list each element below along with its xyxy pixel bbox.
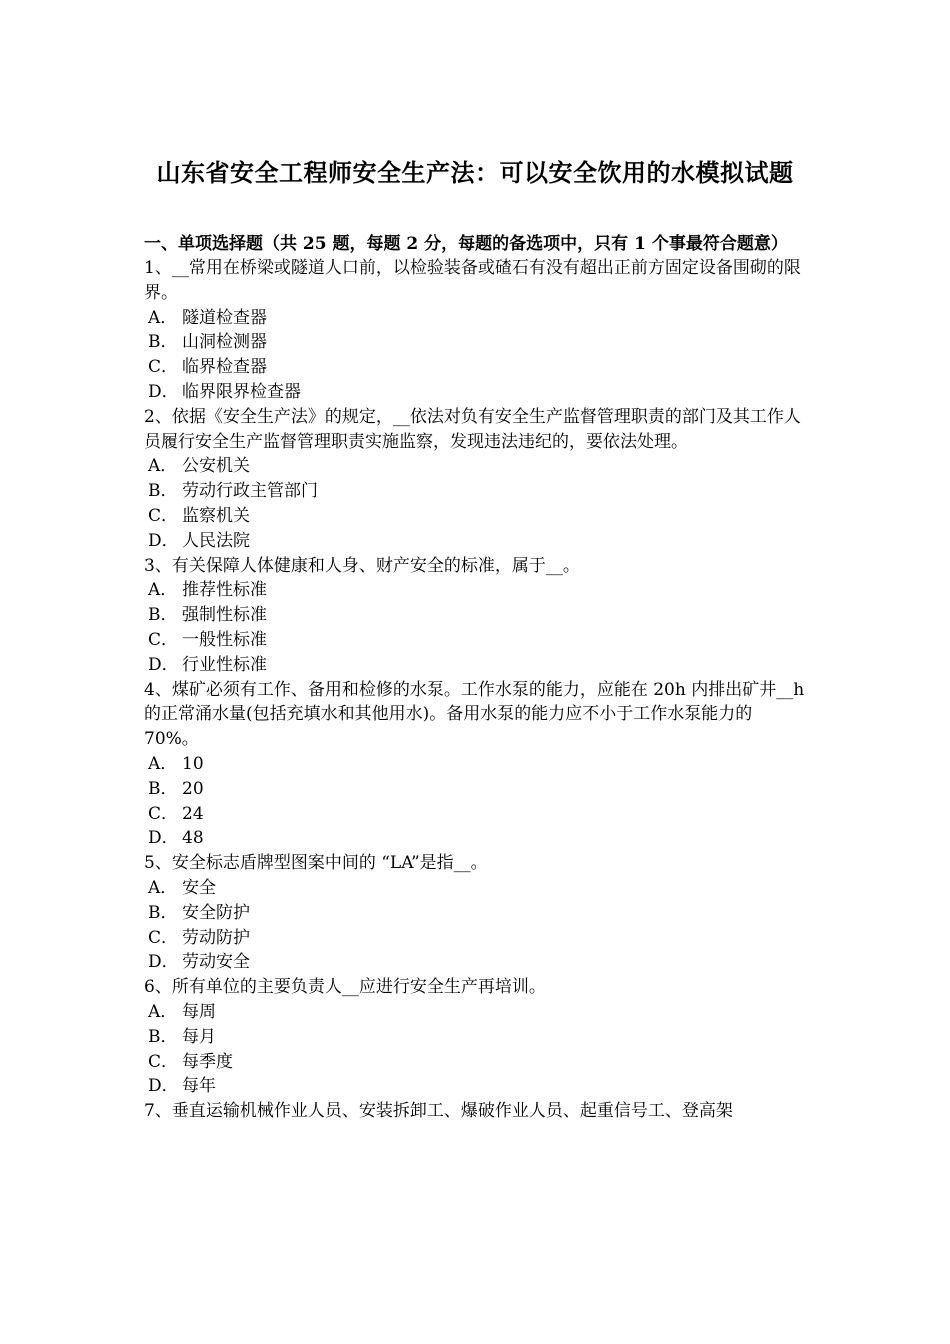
answer-option: [144, 926, 806, 951]
answer-option: [144, 777, 806, 802]
option-letter: D．: [148, 654, 179, 675]
option-letter: A．: [148, 580, 178, 601]
answer-option: [144, 628, 806, 653]
answer-option: [144, 603, 806, 628]
question-text: 6、所有单位的主要负责人__应进行安全生产再培训。: [144, 977, 546, 998]
option-letter: B．: [148, 332, 178, 353]
option-text: 每年: [182, 1076, 216, 1097]
option-text: 24: [182, 803, 204, 824]
option-letter: B．: [148, 902, 178, 923]
answer-option: [144, 1025, 806, 1050]
option-letter: C．: [148, 1051, 179, 1072]
option-text: 安全: [182, 877, 216, 898]
option-text: 20: [182, 778, 204, 799]
answer-option: [144, 454, 806, 479]
option-text: 48: [182, 828, 204, 849]
question-text: 3、有关保障人体健康和人身、财产安全的标准，属于__。: [144, 555, 580, 576]
document-page: [144, 0, 806, 1124]
option-letter: D．: [148, 1076, 179, 1097]
section-heading: 一、单项选择题（共 25 题，每题 2 分，每题的备选项中，只有 1 个事最符合题意）: [144, 234, 788, 254]
option-text: 山洞检测器: [182, 332, 267, 353]
option-text: 临界检查器: [182, 357, 267, 378]
answer-option: [144, 1074, 806, 1099]
option-letter: C．: [148, 629, 179, 650]
answer-option: [144, 950, 806, 975]
option-text: 劳动行政主管部门: [182, 481, 318, 502]
option-text: 每季度: [182, 1051, 233, 1072]
option-text: 每周: [182, 1001, 216, 1022]
option-letter: D．: [148, 381, 179, 402]
option-text: 临界限界检查器: [182, 381, 301, 402]
option-text: 监察机关: [182, 505, 250, 526]
option-letter: D．: [148, 530, 179, 551]
option-letter: C．: [148, 927, 179, 948]
option-letter: B．: [148, 778, 178, 799]
option-text: 每月: [182, 1026, 216, 1047]
answer-option: [144, 653, 806, 678]
document-title: 山东省安全工程师安全生产法：可以安全饮用的水模拟试题: [156, 158, 794, 187]
option-letter: A．: [148, 456, 178, 477]
option-letter: A．: [148, 877, 178, 898]
answer-option: [144, 306, 806, 331]
option-text: 行业性标准: [182, 654, 267, 675]
option-text: 10: [182, 753, 204, 774]
answer-option: [144, 1000, 806, 1025]
option-letter: B．: [148, 605, 178, 626]
option-text: 推荐性标准: [182, 580, 267, 601]
answer-option: [144, 479, 806, 504]
option-letter: C．: [148, 803, 179, 824]
option-letter: A．: [148, 307, 178, 328]
option-letter: A．: [148, 1001, 178, 1022]
answer-option: [144, 1050, 806, 1075]
option-letter: D．: [148, 828, 179, 849]
option-letter: B．: [148, 1026, 178, 1047]
question-text: 7、垂直运输机械作业人员、安装拆卸工、爆破作业人员、起重信号工、登高架: [144, 1101, 733, 1122]
answer-option: [144, 578, 806, 603]
option-letter: C．: [148, 505, 179, 526]
answer-option: [144, 355, 806, 380]
option-text: 一般性标准: [182, 629, 267, 650]
question-list: [144, 256, 806, 1124]
answer-option: [144, 380, 806, 405]
option-text: 安全防护: [182, 902, 250, 923]
answer-option: [144, 330, 806, 355]
option-letter: A．: [148, 753, 178, 774]
question-text: 5、安全标志盾牌型图案中间的 “LA”是指__。: [144, 853, 488, 874]
answer-option: [144, 826, 806, 851]
option-text: 公安机关: [182, 456, 250, 477]
answer-option: [144, 876, 806, 901]
answer-option: [144, 504, 806, 529]
option-text: 劳动安全: [182, 952, 250, 973]
question-text: 1、__常用在桥梁或隧道人口前，以检验装备或碴石有没有超出正前方固定设备围砌的限界。: [144, 258, 801, 303]
option-letter: D．: [148, 952, 179, 973]
option-text: 人民法院: [182, 530, 250, 551]
option-text: 隧道检查器: [182, 307, 267, 328]
answer-option: [144, 752, 806, 777]
question-text: 4、煤矿必须有工作、备用和检修的水泵。工作水泵的能力，应能在 20h 内排出矿井__h 的正常涌水量(包括充填水和其他用水)。备用水泵的能力应不小于工作水泵能力的 70%。: [144, 679, 805, 750]
question-text: 2、依据《安全生产法》的规定，__依法对负有安全生产监督管理职责的部门及其工作人员履行安全生产监督管理职责实施监察，发现违法违纪的，要依法处理。: [144, 406, 801, 452]
option-text: 劳动防护: [182, 927, 250, 948]
option-text: 强制性标准: [182, 605, 267, 626]
option-letter: C．: [148, 357, 179, 378]
answer-option: [144, 529, 806, 554]
answer-option: [144, 802, 806, 827]
option-letter: B．: [148, 481, 178, 502]
answer-option: [144, 901, 806, 926]
